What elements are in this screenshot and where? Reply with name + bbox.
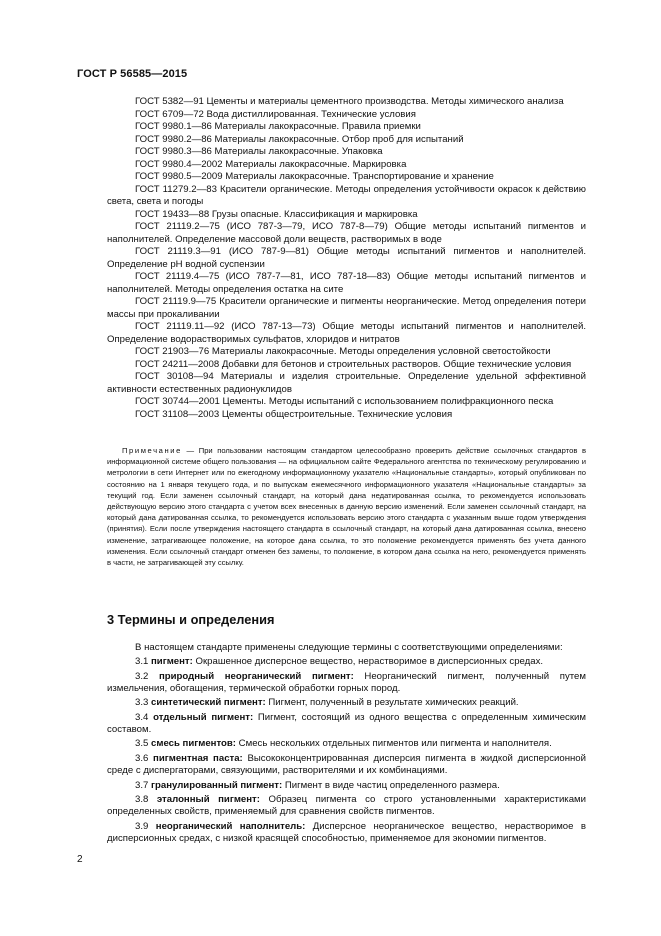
term-name: эталонный пигмент:	[156, 793, 260, 805]
term-item	[107, 753, 586, 778]
term-name: отдельный пигмент:	[153, 711, 254, 723]
term-item	[107, 794, 586, 819]
note-label: Примечание	[122, 446, 182, 455]
reference-item: ГОСТ 21119.11—92 (ИСО 787-13—73) Общие методы испытаний пигментов и наполнителей. Определение водорастворимых сульфатов, хлоридов и нитратов	[107, 321, 586, 345]
term-definition: Пигмент в виде частиц определенного размера.	[284, 779, 500, 791]
term-item	[107, 780, 586, 793]
terms-intro: В настоящем стандарте применены следующие термины с соответствующими определениями:	[135, 642, 563, 653]
term-number: 3.8	[135, 793, 149, 805]
term-name: синтетический пигмент:	[151, 697, 266, 709]
term-item	[107, 697, 586, 710]
term-number: 3.3	[135, 697, 149, 709]
reference-item: ГОСТ 19433—88 Грузы опасные. Классификация и маркировка	[135, 208, 418, 220]
note-paragraph	[107, 445, 586, 568]
reference-item: ГОСТ 9980.5—2009 Материалы лакокрасочные. Транспортирование и хранение	[135, 171, 494, 182]
normative-references-list	[107, 96, 586, 421]
term-definition: Окрашенное дисперсное вещество, нерастворимое в дисперсионных средах.	[195, 656, 544, 668]
term-number: 3.1	[135, 656, 149, 668]
term-definition: Пигмент, полученный в результате химических реакций.	[268, 697, 519, 709]
reference-item: ГОСТ 9980.2—86 Материалы лакокрасочные. Отбор проб для испытаний	[135, 133, 464, 145]
reference-item: ГОСТ 21119.3—91 (ИСО 787-9—81) Общие методы испытаний пигментов и наполнителей. Определение pH водной суспензии	[107, 246, 586, 270]
term-definition: Высококонцентрированная дисперсия пигмента в жидкой дисперсионной среде с диспергаторами, связующими, растворителями и их комбинациями.	[107, 752, 586, 777]
term-definition: Дисперсное неорганическое вещество, нерастворимое в дисперсионных средах, с низкой красящей способностью, применяемое для экономии пигментов.	[107, 820, 586, 845]
terms-list	[107, 642, 586, 847]
term-name: пигмент:	[151, 656, 193, 668]
reference-item: ГОСТ 24211—2008 Добавки для бетонов и строительных растворов. Общие технические условия	[135, 358, 572, 370]
term-item	[107, 671, 586, 696]
term-name: гранулированный пигмент:	[151, 779, 283, 791]
reference-item: ГОСТ 31108—2003 Цементы общестроительные. Технические условия	[135, 408, 453, 420]
reference-item: ГОСТ 9980.3—86 Материалы лакокрасочные. Упаковка	[135, 146, 383, 157]
term-definition: Неорганический пигмент, полученный путем измельчения, обогащения, термической обработки горных пород.	[107, 670, 586, 695]
document-header: ГОСТ Р 56585—2015	[77, 68, 188, 80]
term-definition: Пигмент, состоящий из одного вещества с определенным химическим составом.	[107, 711, 587, 736]
term-number: 3.7	[135, 779, 149, 791]
term-name: природный неорганический пигмент:	[158, 670, 354, 682]
term-name: смесь пигментов:	[151, 738, 236, 750]
term-definition: Смесь нескольких отдельных пигментов или пигмента и наполнителя.	[238, 738, 552, 750]
reference-item: ГОСТ 30108—94 Материалы и изделия строительные. Определение удельной эффективной активности естественных радионуклидов	[107, 371, 586, 395]
reference-item: ГОСТ 21119.4—75 (ИСО 787-7—81, ИСО 787-18—83) Общие методы испытаний пигментов и наполнителей. Методы определения остатка на сите	[107, 271, 586, 295]
term-number: 3.9	[135, 820, 149, 832]
reference-item: ГОСТ 6709—72 Вода дистиллированная. Технические условия	[135, 108, 416, 120]
reference-item: ГОСТ 9980.4—2002 Материалы лакокрасочные. Маркировка	[135, 158, 407, 170]
term-item	[107, 821, 586, 846]
term-item	[107, 656, 586, 669]
reference-item: ГОСТ 5382—91 Цементы и материалы цементного производства. Методы химического анализа	[135, 96, 564, 107]
term-number: 3.4	[135, 711, 149, 723]
reference-item: ГОСТ 11279.2—83 Красители органические. Методы определения устойчивости окрасок к действию света, света и погоды	[107, 183, 586, 207]
section-title: 3 Термины и определения	[107, 612, 275, 627]
reference-item: ГОСТ 21119.2—75 (ИСО 787-3—79, ИСО 787-8—79) Общие методы испытаний пигментов и наполнителей. Определение массовой доли веществ, растворимых в воде	[107, 221, 586, 245]
term-item	[107, 712, 586, 737]
term-number: 3.2	[135, 670, 149, 682]
term-name: пигментная паста:	[153, 752, 243, 764]
term-number: 3.6	[135, 752, 149, 764]
reference-item: ГОСТ 21119.9—75 Красители органические и пигменты неорганические. Метод определения потери массы при прокаливании	[107, 296, 586, 320]
reference-item: ГОСТ 21903—76 Материалы лакокрасочные. Методы определения условной светостойкости	[135, 346, 551, 357]
term-definition: Образец пигмента со строго установленными характеристиками определенных свойств, применяемый для сравнения свойств пигментов.	[107, 793, 586, 818]
term-number: 3.5	[135, 738, 149, 750]
page-number: 2	[77, 854, 83, 865]
term-item	[107, 738, 586, 751]
reference-item: ГОСТ 9980.1—86 Материалы лакокрасочные. Правила приемки	[135, 121, 421, 132]
reference-item: ГОСТ 30744—2001 Цементы. Методы испытаний с использованием полифракционного песка	[135, 396, 554, 407]
term-name: неорганический наполнитель:	[155, 820, 306, 832]
note-text: — При пользовании настоящим стандартом целесообразно проверить действие ссылочных стандартов в информационной системе общего пользования — на официальном сайте Федерального агентства по техническому регулированию и метрологии в сети Интернет или по ежегодному информационному указателю «Национальные стандарты», который опубликован по состоянию на 1 января текущего года, и по выпускам ежемесячного информационного указателя «Национальные стандарты» за текущий год. Если заменен ссылочный стандарт, на который дана недатированная ссылка, то рекомендуется использовать действующую версию этого стандарта с учетом всех внесенных в данную версию изменений. Если заменен ссылочный стандарт, на который дана датированная ссылка, то рекомендуется использовать версию этого стандарта с указанным выше годом утверждения (принятия). Если после утверждения настоящего стандарта в ссылочный стандарт, на который дана датированная ссылка, внесено изменение, затрагивающее положение, на которое дана ссылка, то это положение рекомендуется применять без учета данного изменения. Если ссылочный стандарт отменен без замены, то положение, в котором дана ссылка на него, рекомендуется применять в части, не затрагивающей эту ссылку.	[107, 446, 586, 568]
